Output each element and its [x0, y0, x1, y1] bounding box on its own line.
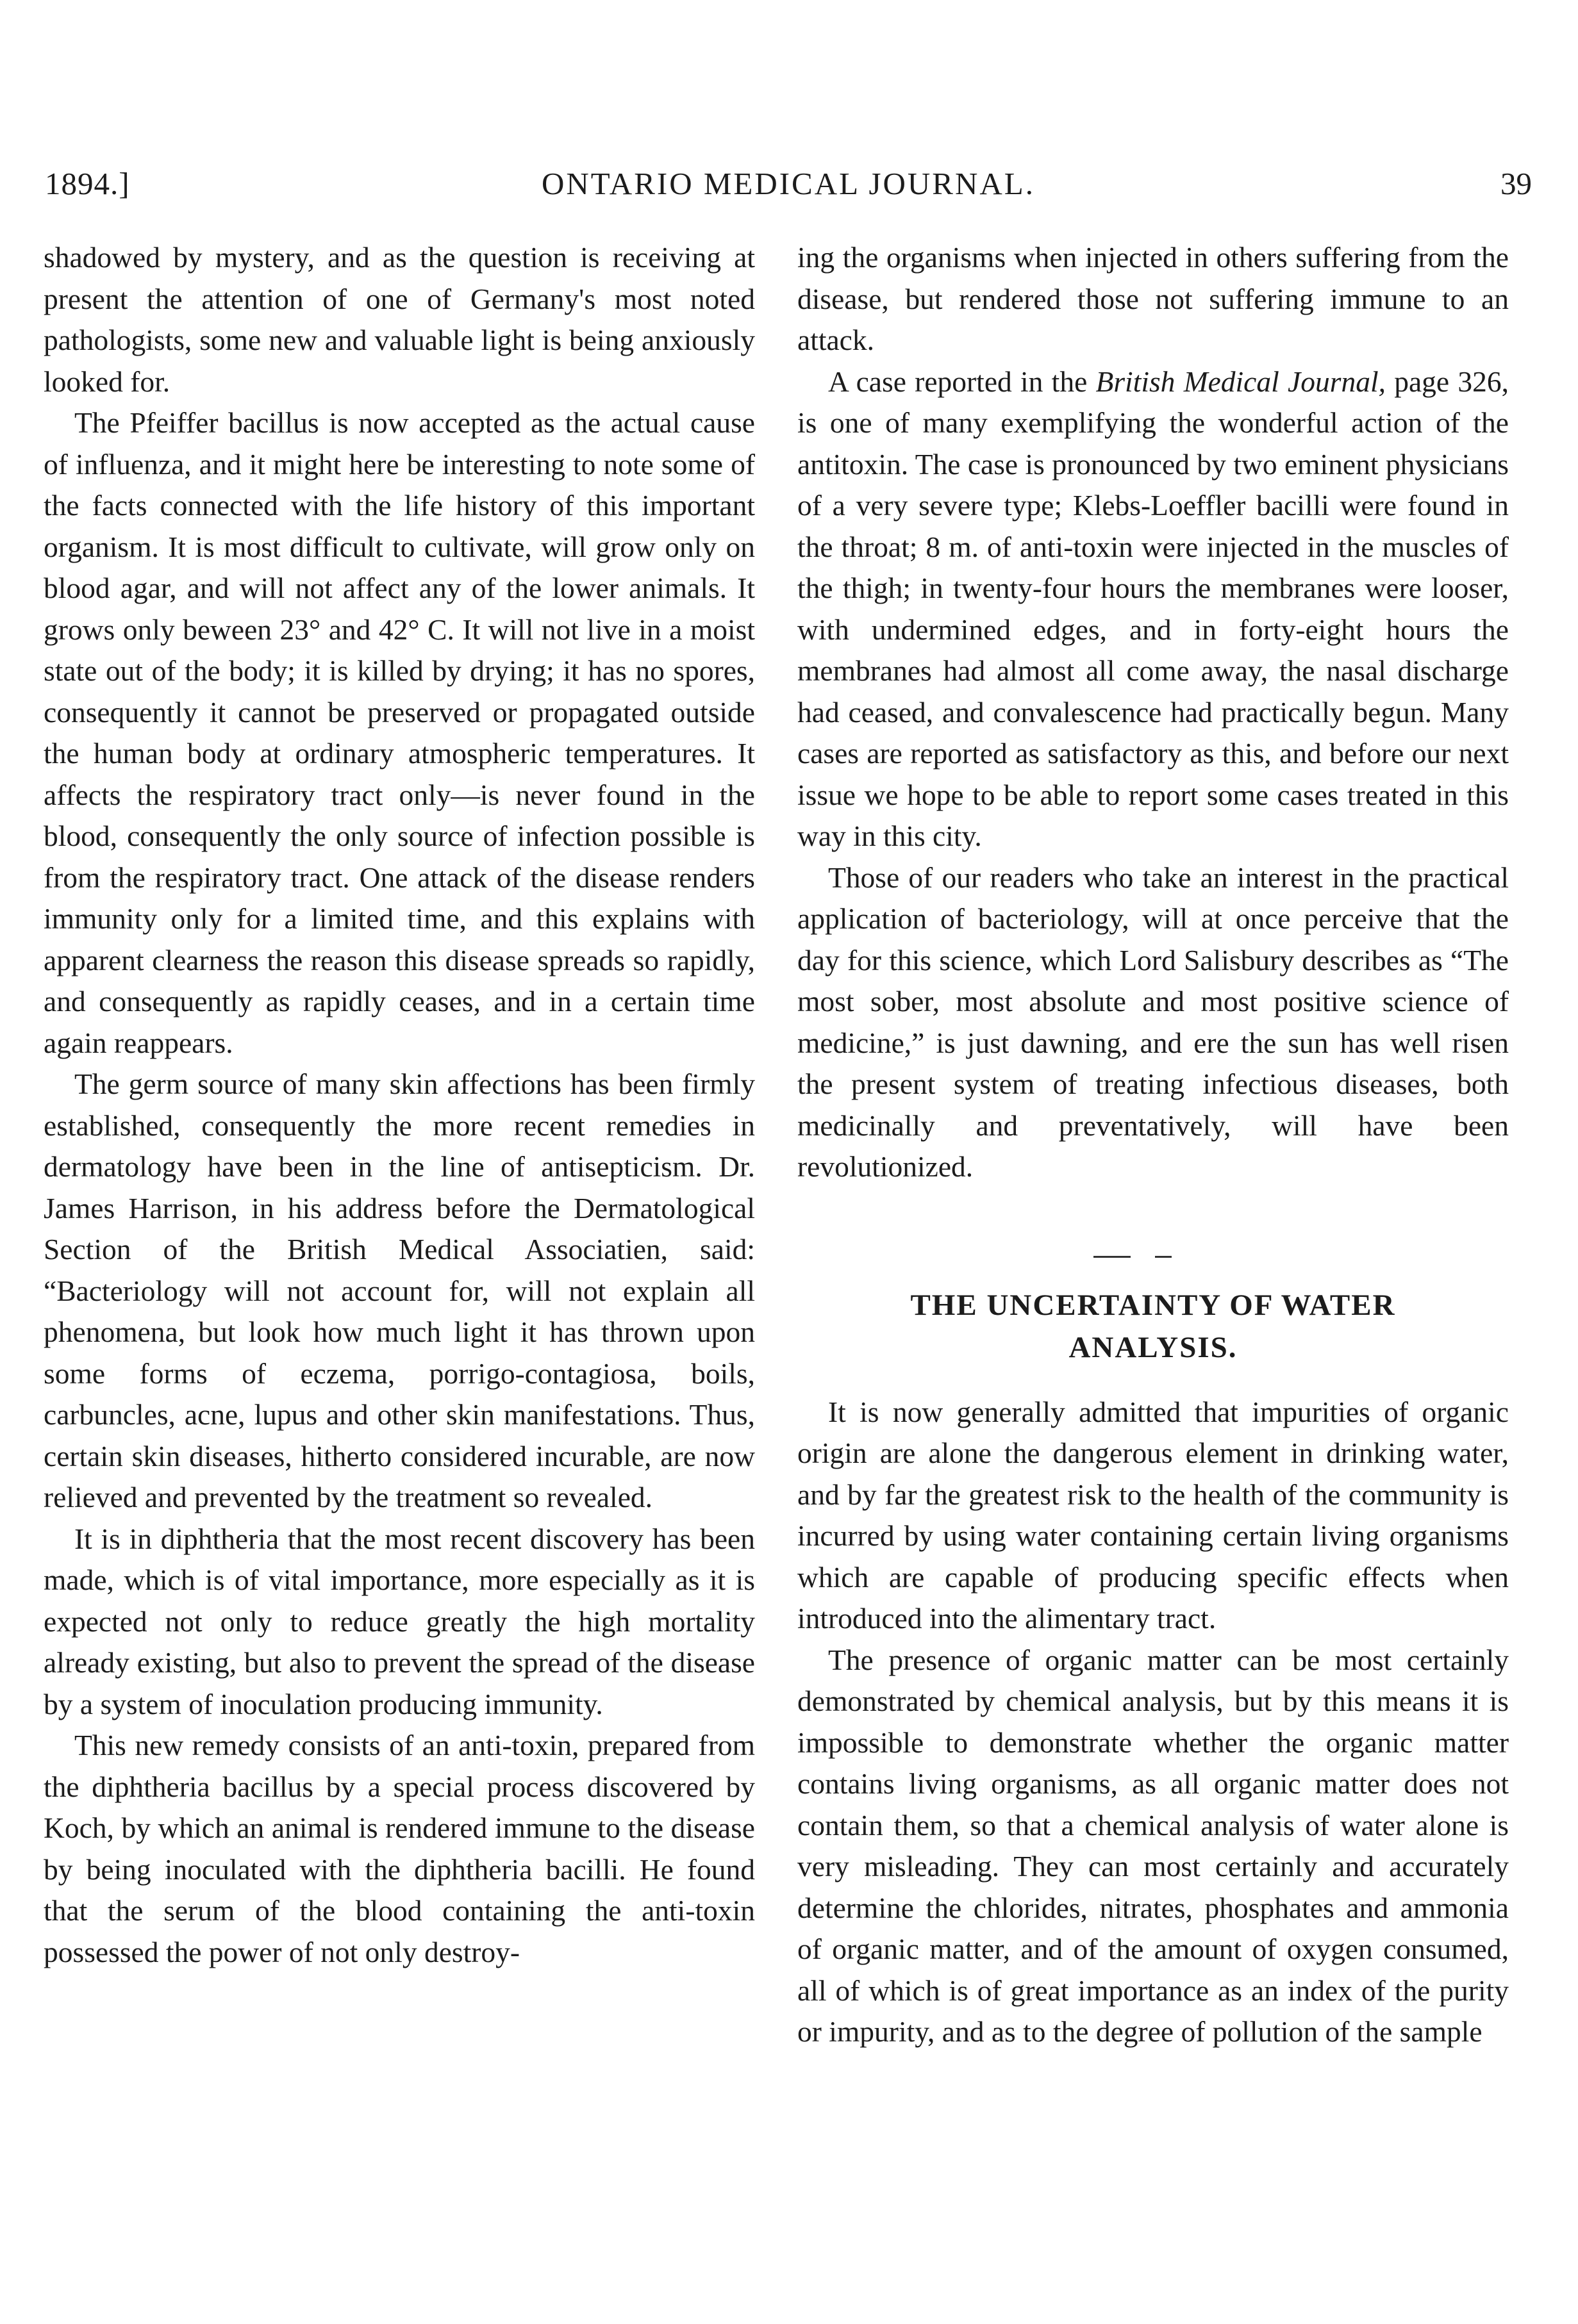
- paragraph: The germ source of many skin affections has been firmly established, consequently the more recent remedies in dermatology have been in the line of antisepticism. Dr. James Harrison, in his address before the Dermatological Section of the British Medical Associatien, said: “Bacteriology will not account for, will not explain all phenomena, but look how much light it has thrown upon some forms of eczema, porrigo-contagiosa, boils, carbuncles, acne, lupus and other skin manifestations. Thus, certain skin diseases, hitherto considered incurable, are now relieved and prevented by the treatment so revealed.: [44, 1067, 755, 1513]
- header-journal-title: ONTARIO MEDICAL JOURNAL.: [542, 166, 1035, 201]
- paragraph: It is in diphtheria that the most recent discovery has been made, which is of vital importance, more especially as it is expected not only to reduce greatly the high mortality already existing, but also to prevent the spread of the disease by a system of inoculation producing immunity.: [44, 1522, 755, 1720]
- left-column: [44, 237, 755, 1973]
- article-title-line-1: THE UNCERTAINTY OF WATER: [910, 1288, 1396, 1322]
- header-year: 1894.]: [45, 166, 130, 201]
- paragraph: This new remedy consists of an anti-toxin, prepared from the diphtheria bacillus by a special process discovered by Koch, by which an animal is rendered immune to the disease by being inoculated with the diphtheria bacilli. He found that the serum of the blood containing the anti-toxin possessed the power of not only destroy-: [44, 1729, 755, 1968]
- paragraph: ing the organisms when injected in others suffering from the disease, but rendered those not suffering immune to an attack.: [797, 241, 1509, 356]
- section-divider: [797, 1239, 1509, 1278]
- paragraph: [797, 361, 1509, 857]
- journal-citation: British Medical Journal,: [1095, 365, 1386, 398]
- page-number: 39: [1500, 166, 1532, 201]
- paragraph: It is now generally admitted that impurities of organic origin are alone the dangerous element in drinking water, and by far the greatest risk to the health of the community is incurred by using water containing certain living organisms which are capable of producing specific effects when introduced into the alimentary tract.: [797, 1395, 1509, 1635]
- paragraph: The Pfeiffer bacillus is now accepted as the actual cause of influenza, and it might here be interesting to note some of the facts connected with the life history of this important organism. It is most difficult to cultivate, will grow only on blood agar, and will not affect any of the lower animals. It grows only beween 23° and 42° C. It will not live in a moist state out of the body; it is killed by drying; it has no spores, consequently it cannot be preserved or propagated outside the human body at ordinary atmospheric temperatures. It affects the respiratory tract only—is never found in the blood, consequently the only source of infection possible is from the respiratory tract. One attack of the disease renders immunity only for a limited time, and this explains with apparent clearness the reason this disease spreads so rapidly, and consequently as rapidly ceases, and in a certain time again reappears.: [44, 406, 755, 1059]
- right-column: [797, 237, 1509, 2053]
- paragraph: The presence of organic matter can be most certainly demonstrated by chemical analysis, but by this means it is impossible to demonstrate whether the organic matter contains living organisms, as all organic matter does not contain them, so that a chemical analysis of water alone is very misleading. They can most certainly and accurately determine the chlorides, nitrates, phosphates and ammonia of organic matter, and of the amount of oxygen consumed, all of which is of great importance as an index of the purity or impurity, and as to the degree of pollution of the sample: [797, 1643, 1509, 2048]
- article-title: [797, 1284, 1509, 1369]
- paragraph-text: page 326, is one of many exemplifying the wonderful action of the antitoxin. The case is pronounced by two eminent physicians of a very severe type; Klebs-Loeffler bacilli were found in the throat; 8 m. of anti-toxin were injected in the muscles of the thigh; in twenty-four hours the membranes were looser, with undermined edges, and in forty-eight hours the membranes had almost all come away, the nasal discharge had ceased, and convalescence had practically begun. Many cases are reported as satisfactory as this, and before our next issue we hope to be able to report some cases treated in this way in this city.: [797, 365, 1509, 852]
- article-title-line-2: ANALYSIS.: [1068, 1330, 1238, 1364]
- running-header: [45, 165, 1532, 217]
- paragraph: shadowed by mystery, and as the question is receiving at present the attention of one of Germany's most noted pathologists, some new and valuable light is being anxiously looked for.: [44, 241, 755, 398]
- paragraph: Those of our readers who take an interest in the practical application of bacteriology, will at once perceive that the day for this science, which Lord Salisbury describes as “The most sober, most absolute and most positive science of medicine,” is just dawning, and ere the sun has well risen the present system of treating infectious diseases, both medicinally and preventatively, will have been revolutionized.: [797, 861, 1509, 1183]
- paragraph-text: A case reported in the: [828, 365, 1096, 398]
